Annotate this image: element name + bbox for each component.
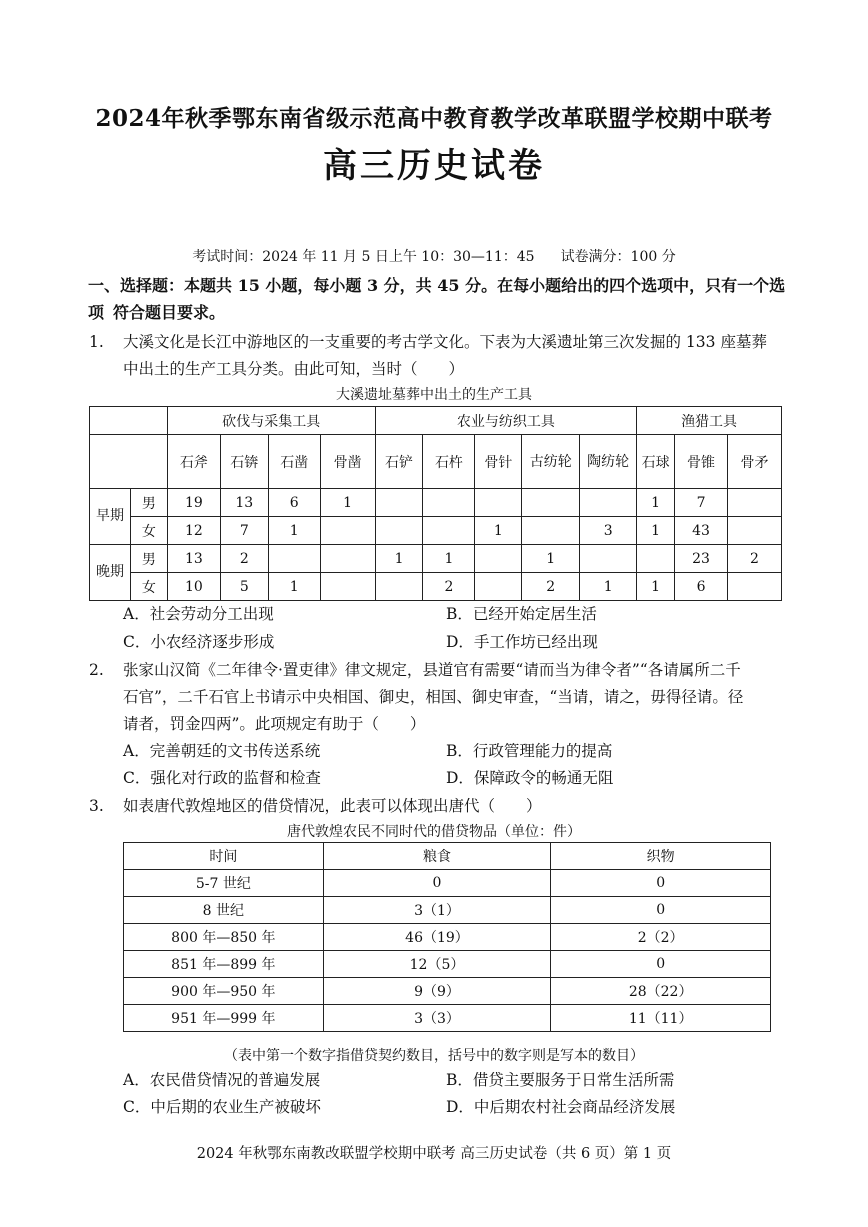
table-cell: 0 [551, 951, 771, 978]
period-label: 晚期 [90, 545, 131, 601]
tool-header: 石斧 [167, 435, 220, 489]
table-row [124, 870, 771, 897]
table-cell: 46（19） [323, 924, 551, 951]
table-cell: 2 [220, 545, 268, 573]
table-row [90, 435, 782, 489]
tool-header: 石凿 [268, 435, 320, 489]
q2-stem-line2: 石官”，二千石官上书请示中央相国、御史，相国、御史审查，“当请，请之，毋得径请。径 [123, 688, 744, 706]
q1-tools-table [89, 406, 782, 601]
group-header: 农业与纺织工具 [375, 407, 637, 435]
tool-header: 陶纺轮 [580, 435, 637, 489]
q3-table-caption: 唐代敦煌农民不同时代的借贷物品（单位：件） [287, 824, 581, 840]
group-header: 渔猎工具 [637, 407, 782, 435]
table-cell: 7 [675, 489, 728, 517]
table-cell: 6 [268, 489, 320, 517]
table-cell: 43 [675, 517, 728, 545]
q3-number: 3. [89, 797, 104, 815]
table-cell [320, 517, 375, 545]
table-cell: 0 [551, 870, 771, 897]
table-cell [320, 545, 375, 573]
group-header: 砍伐与采集工具 [167, 407, 375, 435]
table-cell: 800 年—850 年 [124, 924, 324, 951]
table-cell: 19 [167, 489, 220, 517]
table-row [124, 924, 771, 951]
table-cell: 13 [220, 489, 268, 517]
q2-stem-line3: 请者，罚金四两”。此项规定有助于（ ） [123, 715, 426, 733]
q2-option-a: A．完善朝廷的文书传送系统 [123, 742, 321, 760]
table-row [124, 843, 771, 870]
q3-option-b: B．借贷主要服务于日常生活所需 [446, 1071, 675, 1089]
table-row [124, 978, 771, 1005]
sex-label: 女 [130, 517, 167, 545]
q3-option-c: C．中后期的农业生产被破坏 [123, 1098, 321, 1116]
sex-label: 男 [130, 545, 167, 573]
table-cell: 851 年—899 年 [124, 951, 324, 978]
table-cell [268, 545, 320, 573]
table-cell: 3（1） [323, 897, 551, 924]
table-cell: 1 [268, 573, 320, 601]
column-header: 时间 [124, 843, 324, 870]
q2-option-d: D．保障政令的畅通无阻 [446, 769, 614, 787]
table-cell: 11（11） [551, 1005, 771, 1032]
q2-number: 2. [89, 661, 104, 679]
tool-header: 骨针 [475, 435, 522, 489]
page-footer: 2024 年秋鄂东南教改联盟学校期中联考 高三历史试卷（共 6 页）第 1 页 [196, 1146, 672, 1162]
section-heading-cont: 符合题目要求。 [113, 303, 226, 322]
tool-header: 石锛 [220, 435, 268, 489]
table-cell: 2 [727, 545, 781, 573]
q1-number: 1. [89, 333, 104, 351]
table-cell: 9（9） [323, 978, 551, 1005]
table-row [90, 545, 782, 573]
table-cell: 1 [475, 517, 522, 545]
tool-header: 石球 [637, 435, 675, 489]
tool-header: 石铲 [375, 435, 423, 489]
full-score: 试卷满分：100 分 [560, 249, 676, 265]
table-cell: 28（22） [551, 978, 771, 1005]
table-cell: 3（3） [323, 1005, 551, 1032]
sex-label: 男 [130, 489, 167, 517]
table-cell [423, 517, 475, 545]
table-cell [727, 573, 781, 601]
tool-header: 骨锥 [675, 435, 728, 489]
table-cell [580, 489, 637, 517]
table-row [124, 951, 771, 978]
table-cell: 6 [675, 573, 728, 601]
table-row [90, 517, 782, 545]
table-cell: 0 [551, 897, 771, 924]
table-cell: 2 [522, 573, 580, 601]
q1-stem-line2: 中出土的生产工具分类。由此可知，当时（ ） [123, 360, 465, 378]
table-cell: 10 [167, 573, 220, 601]
table-cell: 1 [637, 517, 675, 545]
table-row [90, 489, 782, 517]
table-cell: 8 世纪 [124, 897, 324, 924]
q3-stem-line1: 如表唐代敦煌地区的借贷情况，此表可以体现出唐代（ ） [123, 797, 542, 815]
table-cell [475, 545, 522, 573]
table-cell: 1 [637, 573, 675, 601]
table-row [124, 897, 771, 924]
table-cell: 1 [580, 573, 637, 601]
table-cell: 1 [320, 489, 375, 517]
exam-time: 考试时间：2024 年 11 月 5 日上午 10：30—11：45 [192, 249, 535, 265]
table-cell: 7 [220, 517, 268, 545]
table-cell [637, 545, 675, 573]
tool-header: 骨矛 [727, 435, 781, 489]
q1-option-a: A．社会劳动分工出现 [123, 605, 274, 623]
table-cell: 12 [167, 517, 220, 545]
table-cell [375, 489, 423, 517]
period-label: 早期 [90, 489, 131, 545]
tool-header: 骨凿 [320, 435, 375, 489]
table-cell [375, 573, 423, 601]
table-cell [423, 489, 475, 517]
table-cell: 2（2） [551, 924, 771, 951]
tool-header: 古纺轮 [522, 435, 580, 489]
table-cell: 1 [637, 489, 675, 517]
table-row [90, 573, 782, 601]
column-header: 织物 [551, 843, 771, 870]
table-row [124, 1005, 771, 1032]
table-cell: 13 [167, 545, 220, 573]
table-cell [727, 517, 781, 545]
table-cell [475, 573, 522, 601]
q3-table-note: （表中第一个数字指借贷契约数目，括号中的数字则是写本的数目） [224, 1048, 644, 1064]
q2-option-b: B．行政管理能力的提高 [446, 742, 613, 760]
table-cell [375, 517, 423, 545]
q1-option-d: D．手工作坊已经出现 [446, 633, 598, 651]
exam-title: 2024年秋季鄂东南省级示范高中教育教学改革联盟学校期中联考 [95, 105, 773, 132]
table-cell: 1 [268, 517, 320, 545]
table-cell [580, 545, 637, 573]
table-cell: 1 [375, 545, 423, 573]
table-cell [522, 489, 580, 517]
table-cell: 1 [522, 545, 580, 573]
q3-option-d: D．中后期农村社会商品经济发展 [446, 1098, 676, 1116]
q2-option-c: C．强化对行政的监督和检查 [123, 769, 321, 787]
section-heading: 一、选择题：本题共 15 小题，每小题 3 分，共 45 分。在每小题给出的四个选项中，只有一个选项 [88, 276, 786, 322]
table-cell [320, 573, 375, 601]
table-cell: 2 [423, 573, 475, 601]
table-cell: 1 [423, 545, 475, 573]
q3-option-a: A．农民借贷情况的普遍发展 [123, 1071, 321, 1089]
table-cell: 5 [220, 573, 268, 601]
column-header: 粮食 [323, 843, 551, 870]
table-row [90, 407, 782, 435]
table-cell: 951 年—999 年 [124, 1005, 324, 1032]
table-cell: 12（5） [323, 951, 551, 978]
exam-meta [0, 246, 868, 266]
table-cell: 23 [675, 545, 728, 573]
q1-stem-line1: 大溪文化是长江中游地区的一支重要的考古学文化。下表为大溪遗址第三次发掘的 133 座墓葬 [123, 333, 767, 351]
q2-stem-line1: 张家山汉简《二年律令·置吏律》律文规定，县道官有需要“请而当为律令者”“各请属所二千 [123, 661, 741, 679]
table-cell: 3 [580, 517, 637, 545]
table-cell: 0 [323, 870, 551, 897]
q1-option-b: B．已经开始定居生活 [446, 605, 597, 623]
q3-loans-table [123, 842, 771, 1032]
table-cell [522, 517, 580, 545]
q1-table-caption: 大溪遗址墓葬中出土的生产工具 [336, 387, 532, 403]
table-cell [727, 489, 781, 517]
tool-header: 石杵 [423, 435, 475, 489]
paper-subject-title: 高三历史试卷 [323, 146, 545, 186]
table-cell: 5-7 世纪 [124, 870, 324, 897]
sex-label: 女 [130, 573, 167, 601]
q1-option-c: C．小农经济逐步形成 [123, 633, 275, 651]
table-cell [475, 489, 522, 517]
table-cell: 900 年—950 年 [124, 978, 324, 1005]
